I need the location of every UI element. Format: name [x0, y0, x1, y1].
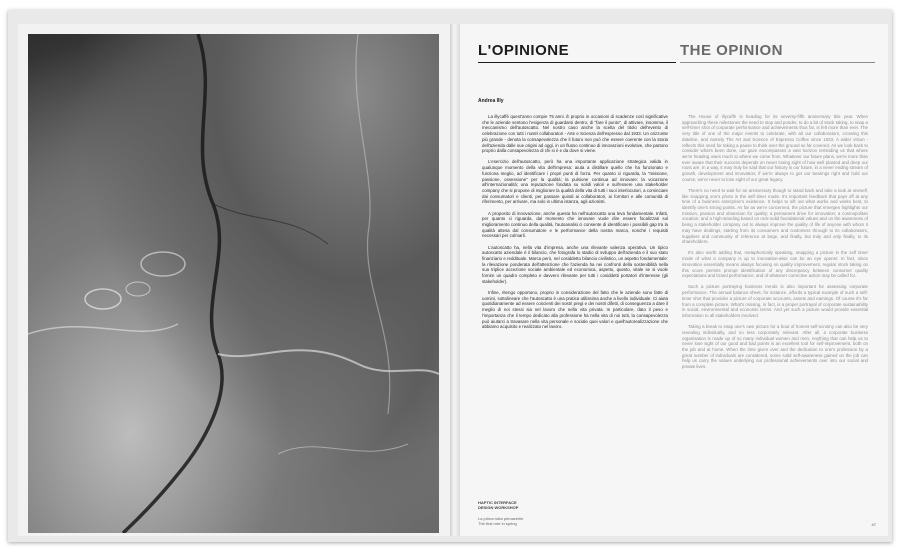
- english-text-column: [682, 114, 868, 375]
- italian-title: L'OPINIONE: [478, 42, 570, 59]
- italian-paragraph: A proposito di innovazione, anche questa ha nell'autoscatto una leva fondamentale. Infatti, per quanto ci riguarda, dal momento che innovare vuole dire essere focalizzati sul miglioramento continuo della qualità, l'autoanalisi ci consente di identificare i possibili gap tra la qualità attesa dal consumatore e le performance della nostra marca, nonché i requisiti necessari per colmarli.: [482, 210, 668, 239]
- photo-credit: [478, 500, 518, 510]
- caption-line: La prima rotta primaverile: [478, 516, 524, 521]
- italian-text-column: [482, 114, 668, 335]
- ice-crack-illustration: [28, 34, 439, 533]
- book-gutter: [450, 24, 460, 536]
- left-page: [18, 24, 450, 536]
- english-paragraph: There's no need to wait for an anniversary though to stand back and take a look at oneself, like snapping one's photo in the self timer mode. It's important feedback that pays off at any time of a business enterprise's existence. It helps to sift out what works and works best, to identify one's strong points. As far as we're concerned, the picture that emerges highlights our mission, passion and obsession for quality; a permanent drive for innovation; a cosmopolitan vocation; and a high-standing based on rock-solid foundational values and on the awareness of being a stakeholder company out to always improve the quality of life of anyone with whom it may have dealings, starting from its consumers and customers through to its collaborators, suppliers and community of reference at large, and finally, but truly and only finally, to its shareholders.: [682, 187, 868, 245]
- italian-paragraph: Infine, ritengo opportuno, proprio in considerazione del fatto che le aziende sono fatte di uomini, sottolineare che l'autoscatto è una pratica utilissima anche a livello individuale. Ci aiuta quotidianamente ad essere coscienti dei nostri pregi e dei nostri difetti, di conseguenza a dare il meglio di noi stessi sia nel lavoro che nella vita privata. In particolare, dato il peso e l'importanza che il tempo dedicato alla professione ha nella vita di noi tutti, la consapevolezza può aiutarci a travasare nella vita personale e sociale quei valori e quell'autorealizzazione che abbiamo acquisito e realizzato nel lavoro.: [482, 289, 668, 330]
- caption-line: The first rote in spring: [478, 521, 517, 526]
- italian-paragraph: L'esercizio dell'autoscatto, però ha una importante applicazione strategica valida in qualunque momento della vita dell'impresa: aiuta a distillare quello che ha funzionato e funziona meglio, ad identificare i propri punti di forza. Per quanto ci riguarda, la "missione, passione, ossessione" per la qualità; la pulsione continua ad innovare; la vocazione all'internazionalità; una reputazione fondata su solidi valori e sull'essere una stakeholder company che si propone di migliorare la qualità della vita di tutti i suoi interlocutori, a cominciare dai consumatori e clienti, per passare quindi ai collaboratori, ai fornitori e alle comunità di riferimento, per arrivare, ma solo in ultima istanza, agli azionisti.: [482, 159, 668, 205]
- author-name: Andrea Illy: [478, 98, 504, 104]
- right-page: [460, 24, 888, 536]
- page-number: 47: [871, 522, 876, 527]
- credit-line: HAPTIC INTERFACE: [478, 500, 517, 505]
- credit-line: DESIGN WORKSHOP: [478, 505, 519, 510]
- english-title: THE OPINION: [680, 42, 784, 59]
- photo-caption: [478, 516, 523, 526]
- italian-paragraph: La illycaffè quest'anno compie 75 anni. È proprio in occasioni di scadenze così significative che le aziende sentono l'esigenza di guardarsi dentro, di "fare il punto", di attivare, insomma, il meccanismo dell'autoscatto. Nel nostro caso anche la scelta del titolo dell'evento di celebrazione con tutti i nostri collaboratori - Arte e Scienza dell'espresso dal 1933. Un orizzonte più grande - denota la consapevolezza che il futuro non può che essere coerente con la storia dell'azienda dalle sue origini ad oggi, in un flusso continuo di innovazioni evolutive, che partono proprio dalla consapevolezza di chi si è e da dove si viene.: [482, 114, 668, 154]
- english-paragraph: It's also worth adding that, metaphorically speaking, snapping a picture in the self timer mode of what a company is up to innovation-wise can be an eye opener. In fact, since innovation essentially means always focusing on quality improvement, regular stock taking on this score permits prompt identification of any discrepancy between consumer quality expectations and brand performance, and of whatever corrective action may be called for.: [682, 250, 868, 279]
- italian-title-rule: [478, 62, 676, 63]
- english-title-rule: [680, 62, 875, 63]
- magazine-spread: [8, 10, 892, 542]
- italian-paragraph: L'autoscatto ha, nella vita d'impresa, anche una rilevante valenza operativa. Un tipico autoscatto aziendale è il bilancio, che fotografa lo stadio di sviluppo dell'azienda e il suo stato finanziario e reddituale. Marca però, nel cosiddetto bilancio civilistico, un aspetto fondamentale: la rilevazione ponderata dell'attenzione che l'azienda ha nei confronti della sostenibilità nella sua triplice accezione sociale ambientale ed economica, aspetto, questo, vitale se si vuole fornire un quadro completo e davvero rilevante per tutti i cosiddetti portatori d'interesse (gli stakeholder).: [482, 244, 668, 284]
- english-paragraph: The House of illycaffè is heading for its seventy-fifth anniversary this year. When approaching these milestones the need to stop and ponder, to do a bit of stock taking, to snap a self-timer shot of corporate performance and achievements thus far, is felt more than ever. The very title of one of the major events to celebrate, with all our collaborators, crossing this dateline, and namely The Art and Science of Espresso Coffee since 1933. A wider vision - reflects this need for taking a pause to think over the ground so far covered. As we look back to consider what's been done, our gaze encompasses a vast horizon reminding us that where we're heading owes much to where we come from. Whatever our future plans, we're more than ever aware that their success depends on never losing sight of how well planted and deep our roots are. In a way, it may truly be said that our history is our future, in a never ending stream of growth, development and innovation; if we're always to get our bearings right and hold our course, we're never to lose sight of our great legacy.: [682, 114, 868, 182]
- english-paragraph: Taking a break to snap one's own picture for a bout of honest self-scrutiny can also be very revealing individually, and no less corporately relevant. After all, a corporate business organisation is made up of so many individual women and men. Anything that can help us to never lose sight of our good and bad points is an excellent tool for self-improvement, both on the job and at home. When the time given over and the dedication to one's profession by a great number of individuals are considered, some solid self-awareness gained on the job can help us carry the values underlying our professional achievements over into our social and private lives.: [682, 324, 868, 370]
- english-paragraph: Such a picture portraying business trends is also important for assessing corporate performance. The annual balance sheet, for instance, affords a typical example of such a self-timer shot that provides a picture of corporate accounts, assets and earnings. Of course it's far from a complete picture. What's missing, in fact, is a proper portrayal of corporate sustainability in social, environmental and economic terms. And yet such a picture would provide essential information to all stakeholders involved.: [682, 284, 868, 318]
- ice-texture-photo: [28, 34, 439, 533]
